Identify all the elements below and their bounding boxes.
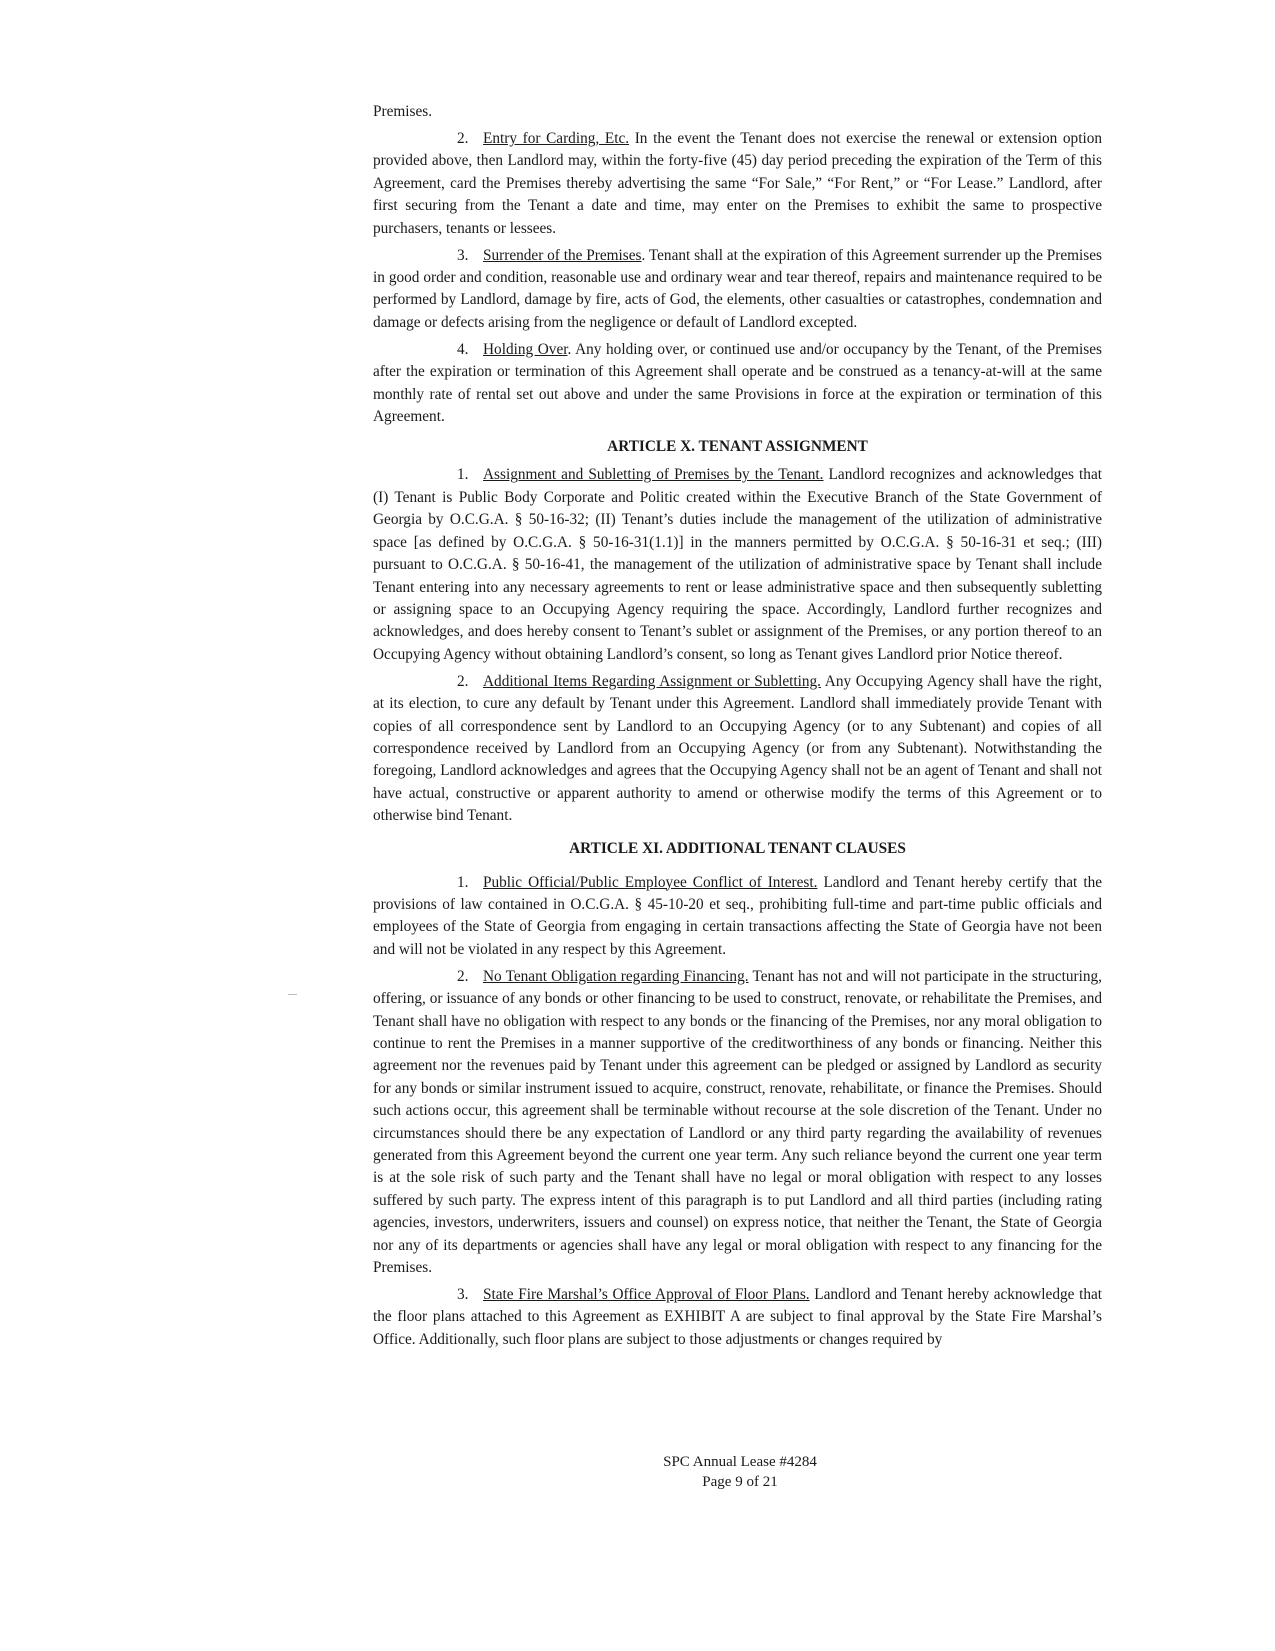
section-title: No Tenant Obligation regarding Financing. bbox=[483, 967, 749, 985]
section-title: Entry for Carding, Etc. bbox=[483, 130, 630, 147]
section-title: Public Official/Public Employee Conflict of Interest. bbox=[483, 873, 818, 891]
section-title: Assignment and Subletting of Premises by the Tenant. bbox=[483, 466, 824, 484]
section-assignment-subletting: 1. Assignment and Subletting of Premises by the Tenant. Landlord recognizes and acknowledges that (I) Tenant is Public Body Corporate and Politic created within the Executive Branch of the State Government of Georgia by O.C.G.A. § 50-16-32; (II) Tenant’s duties include the management of the utilization of administrative space [as defined by O.C.G.A. § 50-16-31(1.1)] in the manners permitted by O.C.G.A. § 50-16-31 et seq.; (III) pursuant to O.C.G.A. § 50-16-41, the management of the utilization of administrative space by Tenant shall include Tenant entering into any necessary agreements to rent or lease administrative space and then subsequently subletting or assigning space to an Occupying Agency requiring the space. Accordingly, Landlord further recognizes and acknowledges, and does hereby consent to Tenant’s sublet or assignment of the Premises, or any portion thereof to an Occupying Agency without obtaining Landlord’s consent, so long as Tenant gives Landlord prior Notice thereof. bbox=[373, 466, 1102, 663]
page-footer bbox=[0, 1452, 1275, 1492]
lease-number: SPC Annual Lease #4284 bbox=[663, 1454, 817, 1470]
section-conflict-of-interest: 1. Public Official/Public Employee Conflict of Interest. Landlord and Tenant hereby certify that the provisions of law contained in O.C.G.A. § 45-10-20 et seq., prohibiting full-time and part-time public officials and employees of the State of Georgia from engaging in certain transactions affecting the State of Georgia have not been and will not be violated in any respect by this Agreement. bbox=[373, 873, 1103, 958]
scan-artifact bbox=[288, 994, 297, 995]
section-title: Holding Over bbox=[483, 340, 568, 358]
section-title: Surrender of the Premises bbox=[483, 246, 642, 264]
continued-text: Premises. bbox=[373, 103, 433, 120]
section-entry-for-carding: 2. Entry for Carding, Etc. In the event the Tenant does not exercise the renewal or extension option provided above, then Landlord may, within the forty-five (45) day period preceding the expiration of the Term of this Agreement, card the Premises thereby advertising the same “For Sale,” “For Rent,” or “For Lease.” Landlord, after first securing from the Tenant a date and time, may enter on the Premises to exhibit the same to prospective purchasers, tenants or lessees. bbox=[373, 130, 1102, 237]
article-x-heading: ARTICLE X. TENANT ASSIGNMENT bbox=[607, 438, 868, 456]
section-additional-items: 2. Additional Items Regarding Assignment or Subletting. Any Occupying Agency shall have the right, at its election, to cure any default by Tenant under this Agreement. Landlord shall immediately provide Tenant with copies of all correspondence sent by Landlord to an Occupying Agency (or to any Subtenant) and copies of all correspondence received by Landlord from an Occupying Agency (or from any Subtenant). Notwithstanding the foregoing, Landlord acknowledges and agrees that the Occupying Agency shall not be an agent of Tenant and shall not have actual, constructive or apparent authority to amend or otherwise modify the terms of this Agreement or to otherwise bind Tenant. bbox=[373, 672, 1102, 825]
section-surrender: 3. Surrender of the Premises. Tenant shall at the expiration of this Agreement surrender up the Premises in good order and condition, reasonable use and ordinary wear and tear thereof, repairs and maintenance required to be performed by Landlord, damage by fire, acts of God, the elements, other casualties or catastrophes, condemnation and damage or defects arising from the negligence or default of Landlord excepted. bbox=[373, 246, 1102, 331]
section-title: Additional Items Regarding Assignment or Subletting. bbox=[483, 672, 822, 690]
article-ix-items bbox=[373, 128, 1102, 428]
section-title: State Fire Marshal’s Office Approval of Floor Plans. bbox=[483, 1286, 810, 1304]
section-no-financing-obligation: 2. No Tenant Obligation regarding Financing. Tenant has not and will not participate in the structuring, offering, or issuance of any bonds or other financing to be used to construct, renovate, or rehabilitate the Premises, and Tenant shall have no obligation with respect to any bonds or the financing of the Premises, nor any moral obligation to continue to rent the Premises in a manner supportive of the creditworthiness of any bonds or financing. Neither this agreement nor the revenues paid by Tenant under this agreement can be pledged or assigned by Landlord as security for any bonds or similar instrument issued to acquire, construct, renovate, rehabilitate, or finance the Premises. Should such actions occur, this agreement shall be terminable without recourse at the sole discretion of the Tenant. Under no circumstances should there be any expectation of Landlord or any third party regarding the availability of revenues generated from this Agreement beyond the current one year term. Any such reliance beyond the current one year term is at the sole risk of such party and the Tenant shall have no legal or moral obligation with respect to any losses suffered by such party. The express intent of this paragraph is to put Landlord and all third parties (including rating agencies, investors, underwriters, issuers and counsel) on express notice, that neither the Tenant, the State of Georgia nor any of its departments or agencies shall have any legal or moral obligation with respect to any financing for the Premises. bbox=[373, 967, 1103, 1277]
article-xi-heading: ARTICLE XI. ADDITIONAL TENANT CLAUSES bbox=[569, 839, 906, 857]
section-holding-over: 4. Holding Over. Any holding over, or continued use and/or occupancy by the Tenant, of the Premises after the expiration or termination of this Agreement shall operate and be construed as a tenancy-at-will at the same monthly rate of rental set out above and under the same Provisions in force at the expiration or termination of this Agreement. bbox=[373, 340, 1102, 426]
document-page bbox=[373, 101, 1102, 1356]
section-fire-marshal-approval: 3. State Fire Marshal’s Office Approval of Floor Plans. Landlord and Tenant hereby acknowledge that the floor plans attached to this Agreement as EXHIBIT A are subject to final approval by the State Fire Marshal’s Office. Additionally, such floor plans are subject to those adjustments or changes required by bbox=[373, 1286, 1103, 1348]
page-number: Page 9 of 21 bbox=[702, 1474, 778, 1490]
